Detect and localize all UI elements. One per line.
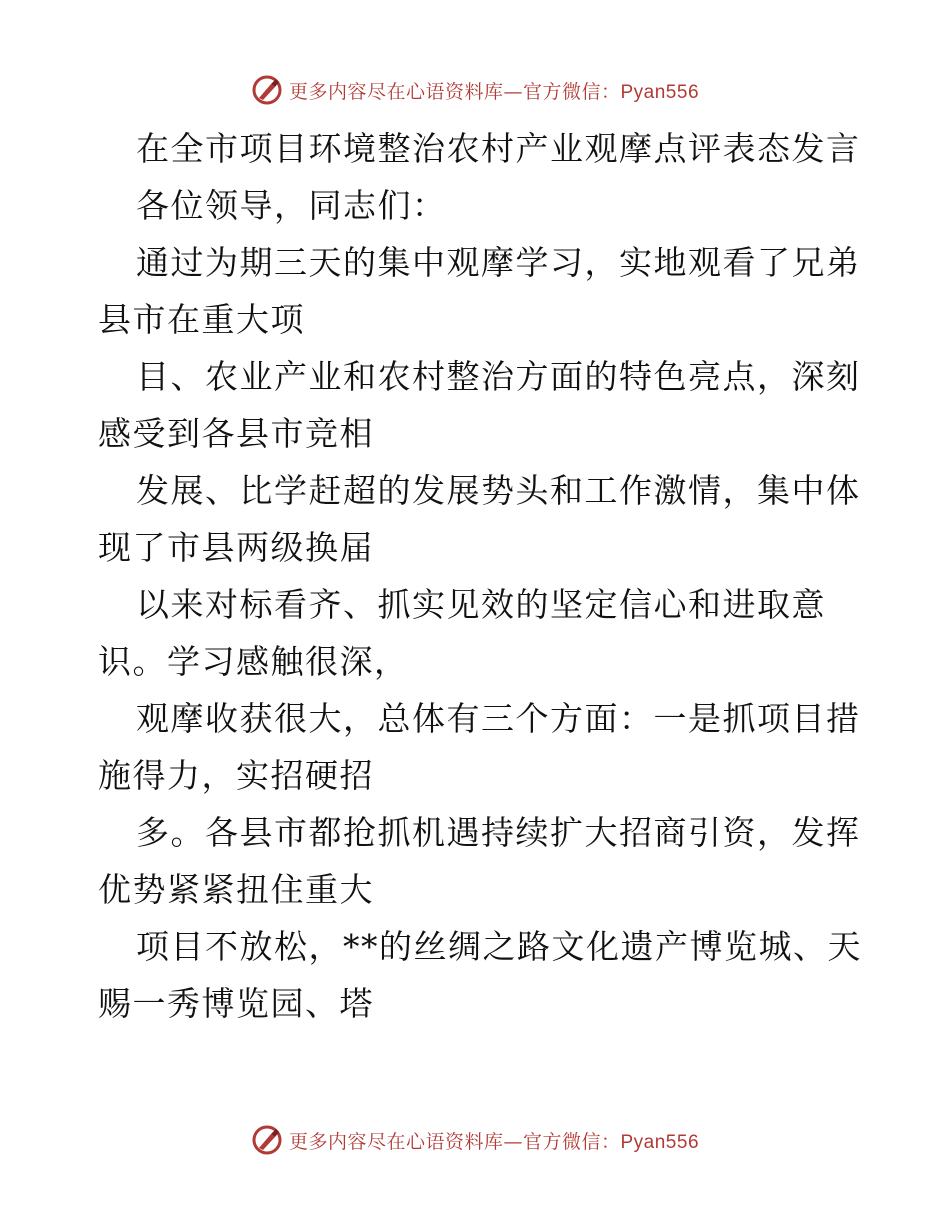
text-line: 观摩收获很大，总体有三个方面：一是抓项目措: [136, 699, 861, 738]
text-line: 项目不放松，**的丝绸之路文化遗产博览城、天: [136, 927, 862, 966]
text-line: 各位领导，同志们：: [136, 186, 447, 225]
text-line: 优势紧紧扭住重大: [98, 870, 374, 909]
text-line: 通过为期三天的集中观摩学习，实地观看了兄弟: [136, 243, 861, 282]
text-line: 赐一秀博览园、塔: [98, 984, 374, 1023]
footer-watermark: [0, 1120, 950, 1160]
text-line: 在全市项目环境整治农村产业观摩点评表态发言: [136, 129, 861, 168]
watermark-text: 更多内容尽在心语资料库—官方微信：Pyan556: [288, 1130, 700, 1153]
header-watermark: [0, 70, 950, 110]
brush-logo-icon: [251, 74, 283, 106]
watermark-text: 更多内容尽在心语资料库—官方微信：Pyan556: [288, 80, 700, 103]
text-line: 多。各县市都抢抓机遇持续扩大招商引资，发挥: [136, 813, 861, 852]
text-line: 以来对标看齐、抓实见效的坚定信心和进取意: [136, 585, 826, 624]
text-line: 县市在重大项: [98, 300, 305, 339]
text-line: 识。学习感触很深，: [98, 642, 409, 681]
brush-logo-icon: [251, 1124, 283, 1156]
document-body: [98, 120, 862, 1032]
text-line: 感受到各县市竞相: [98, 414, 374, 453]
text-line: 现了市县两级换届: [98, 528, 374, 567]
text-line: 目、农业产业和农村整治方面的特色亮点，深刻: [136, 357, 861, 396]
text-line: 施得力，实招硬招: [98, 756, 374, 795]
text-line: 发展、比学赶超的发展势头和工作激情，集中体: [136, 471, 861, 510]
